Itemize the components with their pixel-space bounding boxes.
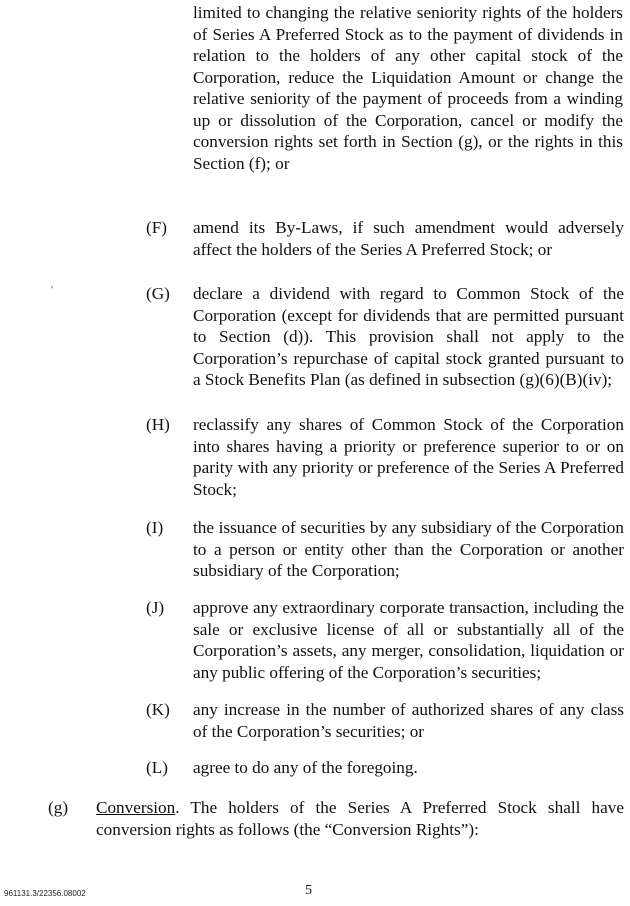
list-item-K (146, 699, 624, 742)
list-item-H (146, 414, 624, 500)
item-text: the issuance of securities by any subsidiary of the Corporation to a person or entity other than the Corporation or another subsidiary of the Corporation; (193, 518, 624, 580)
section-label: (g) (48, 798, 69, 817)
item-text: any increase in the number of authorized shares of any class of the Corporation’s securities; or (193, 700, 624, 741)
stray-mark: ' (51, 284, 53, 296)
section-g (48, 797, 624, 840)
item-label: (L) (146, 758, 168, 777)
list-item-I (146, 517, 624, 582)
item-label: (J) (146, 598, 165, 617)
section-heading: Conversion (96, 798, 176, 817)
item-label: (G) (146, 284, 170, 303)
list-item-J (146, 597, 624, 683)
page-number: 5 (305, 883, 312, 898)
section-body: . The holders of the Series A Preferred Stock shall have conversion rights as follows (the “Conversion Rights”): (96, 798, 624, 839)
section-text (96, 797, 624, 840)
item-text: reclassify any shares of Common Stock of the Corporation into shares having a priority or preference superior to or on parity with any priority or preference of the Series A Preferred Stock; (193, 415, 624, 499)
list-item-L (146, 757, 624, 779)
item-label: (I) (146, 518, 164, 537)
item-text: amend its By-Laws, if such amendment would adversely affect the holders of the Series A Preferred Stock; or (193, 218, 624, 259)
item-label: (K) (146, 700, 170, 719)
document-id: 961131.3/22356.08002 (4, 889, 86, 898)
item-text: declare a dividend with regard to Common Stock of the Corporation (except for dividends that are permitted pursuant to Section (d)). This provision shall not apply to the Corporation’s repurchase of capital stock granted pursuant to a Stock Benefits Plan (as defined in subsection (g)(6)(B)(iv); (193, 284, 624, 389)
item-text: agree to do any of the foregoing. (193, 758, 418, 777)
list-item-G (146, 283, 624, 391)
item-label: (H) (146, 415, 170, 434)
item-label: (F) (146, 218, 168, 237)
continuation-paragraph: limited to changing the relative seniority rights of the holders of Series A Preferred Stock as to the payment of dividends in relation to the holders of any other capital stock of the Corporation, reduce the Liquidation Amount or change the relative seniority of the payment of proceeds from a winding up or dissolution of the Corporation, cancel or modify the conversion rights set forth in Section (g), or the rights in this Section (f); or (193, 3, 623, 173)
item-text: approve any extraordinary corporate transaction, including the sale or exclusive license of all or substantially all of the Corporation’s assets, any merger, consolidation, liquidation or any public offering of the Corporation’s securities; (193, 598, 624, 682)
list-item-F (146, 217, 624, 260)
